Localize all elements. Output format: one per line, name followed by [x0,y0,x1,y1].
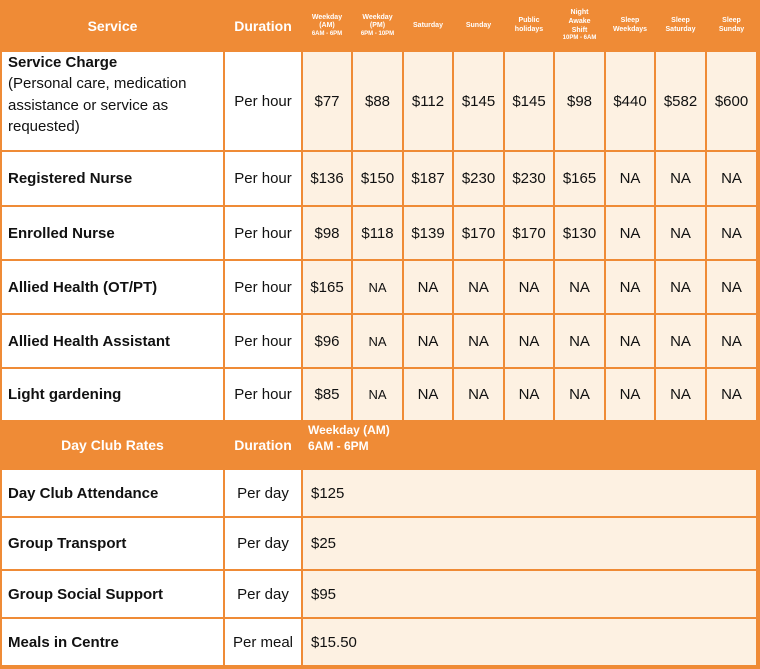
rate-value: $98 [314,224,340,242]
rate-column-header-line: 6PM - 10PM [360,31,395,37]
rate-value: NA [619,224,641,242]
rate-value: $96 [314,332,340,350]
rate-cell [606,315,654,367]
rate-value: NA [670,386,691,403]
rate-cell [303,315,351,367]
rate-cell [656,315,705,367]
duration-cell [225,52,301,150]
dayclub-rate-cell [303,470,756,516]
rate-cell [707,207,756,259]
rate-value: NA [670,170,691,187]
rate-cell [555,369,604,420]
dayclub-rate-header [303,422,756,468]
rate-column-header [303,2,351,50]
rate-column-header-line: Shift [571,26,588,34]
rate-value: NA [670,224,691,242]
dayclub-rate: $15.50 [311,633,357,651]
rate-value: $85 [314,386,340,403]
rate-value: $440 [613,92,647,110]
rate-cell [656,207,705,259]
rate-column-header-line: Night [570,9,589,17]
rate-value: $136 [310,170,344,187]
dayclub-rate-header-line1: Weekday (AM) [308,423,390,437]
rate-value: NA [721,170,742,187]
rate-cell [454,315,503,367]
rate-cell [404,52,452,150]
service-name: Light gardening [8,386,122,403]
rate-value: NA [368,279,387,295]
rate-value: NA [417,278,439,296]
dayclub-name-cell [2,518,223,569]
rate-value: NA [721,278,742,296]
rate-cell [606,369,654,420]
rate-cell [353,152,402,205]
dayclub-name: Day Club Attendance [8,484,159,502]
rate-value: $170 [512,224,546,242]
duration-header-label: Duration [234,18,292,34]
service-name: Allied Health (OT/PT) [8,278,158,296]
dayclub-duration: Per day [237,585,289,603]
rate-column-header-line: (PM) [369,22,386,30]
service-header-label: Service [87,18,138,34]
rate-cell [656,152,705,205]
rate-cell [303,261,351,313]
rate-value: $170 [461,224,496,242]
rate-cell [353,261,402,313]
rate-column-header-line: Weekdays [612,26,648,33]
service-name: Enrolled Nurse [8,224,115,242]
rate-column-header-line: Sleep [671,17,690,25]
dayclub-duration-cell [225,619,301,665]
rate-value: $145 [512,92,546,110]
rate-cell [505,207,553,259]
dayclub-duration-cell [225,518,301,569]
rate-value: $582 [663,92,698,110]
duration-value: Per hour [234,386,292,403]
rate-value: NA [619,386,641,403]
rate-value: $112 [411,92,445,110]
rate-cell [353,207,402,259]
rate-value: $150 [360,170,395,187]
dayclub-name: Group Transport [8,535,127,552]
rate-value: $165 [310,278,344,296]
rate-cell [404,152,452,205]
service-note: (Personal care, medication assistance or service as requested) [8,75,187,135]
rate-value: $118 [361,224,394,242]
dayclub-duration: Per day [237,484,289,502]
rate-cell [303,152,351,205]
rate-cell [454,207,503,259]
rate-cell [505,152,553,205]
rate-value: NA [468,278,489,296]
rate-cell [404,315,452,367]
rate-cell [707,315,756,367]
rate-value: $98 [566,92,593,110]
rate-cell [454,52,503,150]
rate-column-header-line: Sunday [465,21,492,29]
rate-value: NA [619,332,641,350]
rate-column-header [353,2,402,50]
dayclub-rate-cell [303,518,756,569]
rate-value: NA [721,332,742,350]
rate-cell [404,207,452,259]
rate-value: NA [569,278,590,296]
service-name-cell [2,261,223,313]
dayclub-name-cell [2,619,223,665]
rate-column-header [555,2,604,50]
rate-value: $187 [411,170,445,187]
rate-column-header [505,2,553,50]
service-name-cell [2,207,223,259]
rate-value: NA [569,386,590,403]
rate-cell [707,52,756,150]
service-name: Service Charge [8,54,118,71]
duration-header [225,2,301,50]
rate-value: NA [721,224,742,242]
rate-value: NA [417,386,439,403]
rate-column-header-line: holidays [514,26,544,33]
rate-column-header [454,2,503,50]
rate-column-header [606,2,654,50]
rate-column-header-line: Sunday [718,26,745,33]
rate-column-header [404,2,452,50]
rate-column-header-line: Sleep [722,17,741,25]
dayclub-rate-header-line2: 6AM - 6PM [308,439,369,454]
rate-value: $145 [461,92,496,110]
rate-cell [555,315,604,367]
dayclub-rate-cell [303,619,756,665]
dayclub-duration: Per meal [232,633,294,651]
rate-cell [555,52,604,150]
rate-cell [606,52,654,150]
rate-value: NA [721,386,742,403]
rate-cell [606,152,654,205]
service-name-cell [2,315,223,367]
dayclub-name: Meals in Centre [8,633,119,651]
duration-value: Per hour [234,170,292,187]
rate-cell [404,369,452,420]
dayclub-duration: Per day [237,535,289,552]
rate-value: NA [368,387,387,402]
rate-column-header-line: Weekday [362,13,393,21]
dayclub-rate: $95 [311,585,337,603]
rate-value: $230 [512,170,546,187]
rate-column-header-line: Saturday [413,21,443,29]
dayclub-header [2,422,223,468]
rate-cell [454,261,503,313]
rate-value: $139 [411,224,445,242]
rate-cell [505,315,553,367]
service-header [2,2,223,50]
service-name-cell [2,369,223,420]
rate-cell [555,207,604,259]
duration-cell [225,207,301,259]
rate-column-header-line: 10PM - 6AM [562,35,597,42]
rate-cell [404,261,452,313]
rate-cell [555,152,604,205]
rate-cell [353,369,402,420]
rate-value: $88 [364,92,391,110]
rate-column-header [707,2,756,50]
rate-value: $600 [714,92,749,110]
rate-column-header-line: Sleep [620,17,640,25]
rate-value: NA [368,333,387,349]
rate-cell [555,261,604,313]
duration-cell [225,261,301,313]
rate-value: $77 [314,92,340,110]
duration-cell [225,152,301,205]
service-name-cell [2,152,223,205]
rate-column-header-line: Weekday [311,13,343,21]
rate-column-header [656,2,705,50]
rate-value: NA [518,278,540,296]
rate-value: NA [670,332,691,350]
rate-value: NA [569,332,590,350]
rate-value: NA [518,332,540,350]
rate-cell [454,369,503,420]
rate-cell [707,369,756,420]
service-name-cell [2,52,223,150]
rate-column-header-line: (AM) [319,22,335,30]
rate-value: NA [619,170,641,187]
rate-value: NA [468,332,489,350]
rate-cell [454,152,503,205]
rate-value: NA [619,278,641,296]
rate-column-header-line: 6AM - 6PM [311,31,343,37]
duration-value: Per hour [234,92,292,110]
dayclub-rate: $125 [311,484,345,502]
dayclub-name-cell [2,571,223,617]
duration-value: Per hour [234,278,292,296]
service-name: Registered Nurse [8,170,133,187]
rate-value: $130 [562,224,597,242]
rate-column-header-line: Awake [568,17,591,25]
dayclub-rate: $25 [311,535,337,552]
rate-value: NA [417,332,439,350]
rate-cell [303,207,351,259]
rate-column-header-line: Saturday [665,26,696,33]
rate-value: $165 [562,170,597,187]
dayclub-name: Group Social Support [8,585,164,603]
rate-cell [303,369,351,420]
rate-cell [353,52,402,150]
rate-cell [505,261,553,313]
duration-cell [225,369,301,420]
dayclub-duration-label: Duration [234,437,292,453]
service-name: Allied Health Assistant [8,332,170,350]
rate-cell [656,52,705,150]
rate-cell [353,315,402,367]
rate-cell [656,369,705,420]
rate-cell [606,261,654,313]
rate-cell [656,261,705,313]
rate-cell [505,52,553,150]
dayclub-duration-cell [225,571,301,617]
rate-value: NA [468,386,489,403]
duration-cell [225,315,301,367]
duration-value: Per hour [234,332,292,350]
rate-cell [707,152,756,205]
dayclub-header-label: Day Club Rates [61,437,164,453]
dayclub-rate-cell [303,571,756,617]
dayclub-duration-header [225,422,301,468]
rate-value: NA [518,386,540,403]
rate-cell [505,369,553,420]
duration-value: Per hour [234,224,292,242]
dayclub-name-cell [2,470,223,516]
rate-cell [707,261,756,313]
rate-value: $230 [461,170,496,187]
rate-cell [606,207,654,259]
rate-value: NA [670,278,691,296]
rate-cell [303,52,351,150]
rate-column-header-line: Public [518,17,540,25]
dayclub-duration-cell [225,470,301,516]
